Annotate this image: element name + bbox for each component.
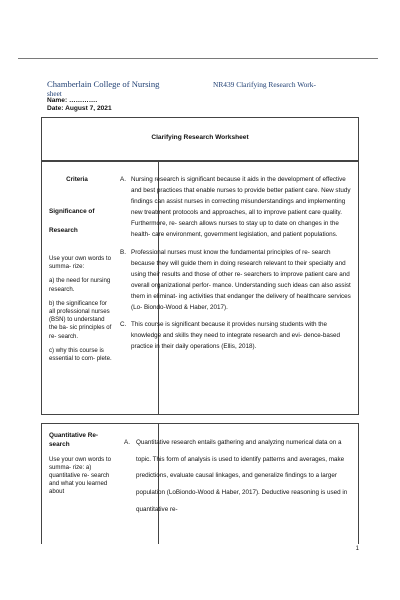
response-list — [124, 435, 352, 525]
response-letter: A. — [124, 439, 130, 446]
prompt-paragraph: Use your own words to summa- rize: — [49, 255, 111, 271]
prompt-paragraph: a) the need for nursing research. — [49, 277, 111, 293]
course-title: NR439 Clarifying Research Work- — [213, 80, 316, 89]
section-title — [49, 202, 113, 240]
response-item — [120, 319, 354, 352]
response-letter: A. — [120, 176, 126, 183]
document-date: Date: August 7, 2021 — [47, 105, 112, 112]
worksheet-title-box — [41, 117, 359, 161]
quantitative-section — [41, 423, 359, 544]
response-letter: C. — [120, 321, 127, 329]
section-title: Quantitative Re- search — [49, 432, 99, 448]
prompt-paragraph: b) the significance for all professional nurses (BSN) to understand the ba- sic principles of re- search. — [49, 299, 112, 340]
response-text: Professional nurses must know the fundamental principles of re- search because they will guide them in doing research relevant to their specialty and using their results and those of other re- searchers to improve patient care and overall organizational perfor- mance. Understanding such ideas can also assist them in eliminat- ing activities that endanger the delivery of healthcare services (Lo- Biondo-Wood & Haber, 2017). — [131, 248, 351, 312]
response-text: This course is significant because it provides nursing students with the knowledge and skills they need to integrate research and evi- dence-based practice in their daily operations (Ellis, 2018). — [131, 321, 340, 351]
response-text: Quantitative research entails gathering and analyzing numerical data on a topic. This form of analysis is used to identify patterns and averages, make predictions, evaluate causal linkages, and generalize findings to a larger population (LoBiondo-Wood & Haber, 2017). Deductive reasoning is used in quantitative re- — [136, 439, 348, 513]
course-title-continued: sheet — [47, 90, 62, 98]
criteria-header: Criteria — [66, 176, 88, 183]
response-item — [120, 247, 354, 314]
significance-section — [41, 161, 359, 415]
response-text: Nursing research is significant because it aids in the development of effective and best practices that enable nurses to provide better patient care. New study findings can assist nurses in correcting misunderstandings and implementing new treatment protocols and approaches, all to improve patient care quality. Furthermore, re- search allows nurses to stay up to date on changes in the health- care environment, government legislation, and patient populations. — [131, 176, 351, 239]
response-item — [120, 174, 354, 241]
worksheet-title: Clarifying Research Worksheet — [151, 134, 249, 141]
section-title-line: Research — [49, 227, 78, 234]
response-letter: B. — [120, 248, 126, 256]
college-name: Chamberlain College of Nursing — [47, 79, 160, 89]
header-rule — [18, 58, 378, 59]
student-name: Name: …………. — [47, 97, 98, 104]
response-item — [124, 435, 352, 519]
section-prompt: Use your own words to summa- rize: a) quantitative re- search and what you learned about — [49, 456, 111, 496]
page-number: 1 — [355, 546, 359, 552]
section-prompt — [49, 255, 113, 369]
prompt-paragraph: c) why this course is essential to com- plete. — [49, 346, 112, 363]
section-title-line: Significance of — [49, 208, 95, 215]
response-list — [120, 174, 354, 358]
